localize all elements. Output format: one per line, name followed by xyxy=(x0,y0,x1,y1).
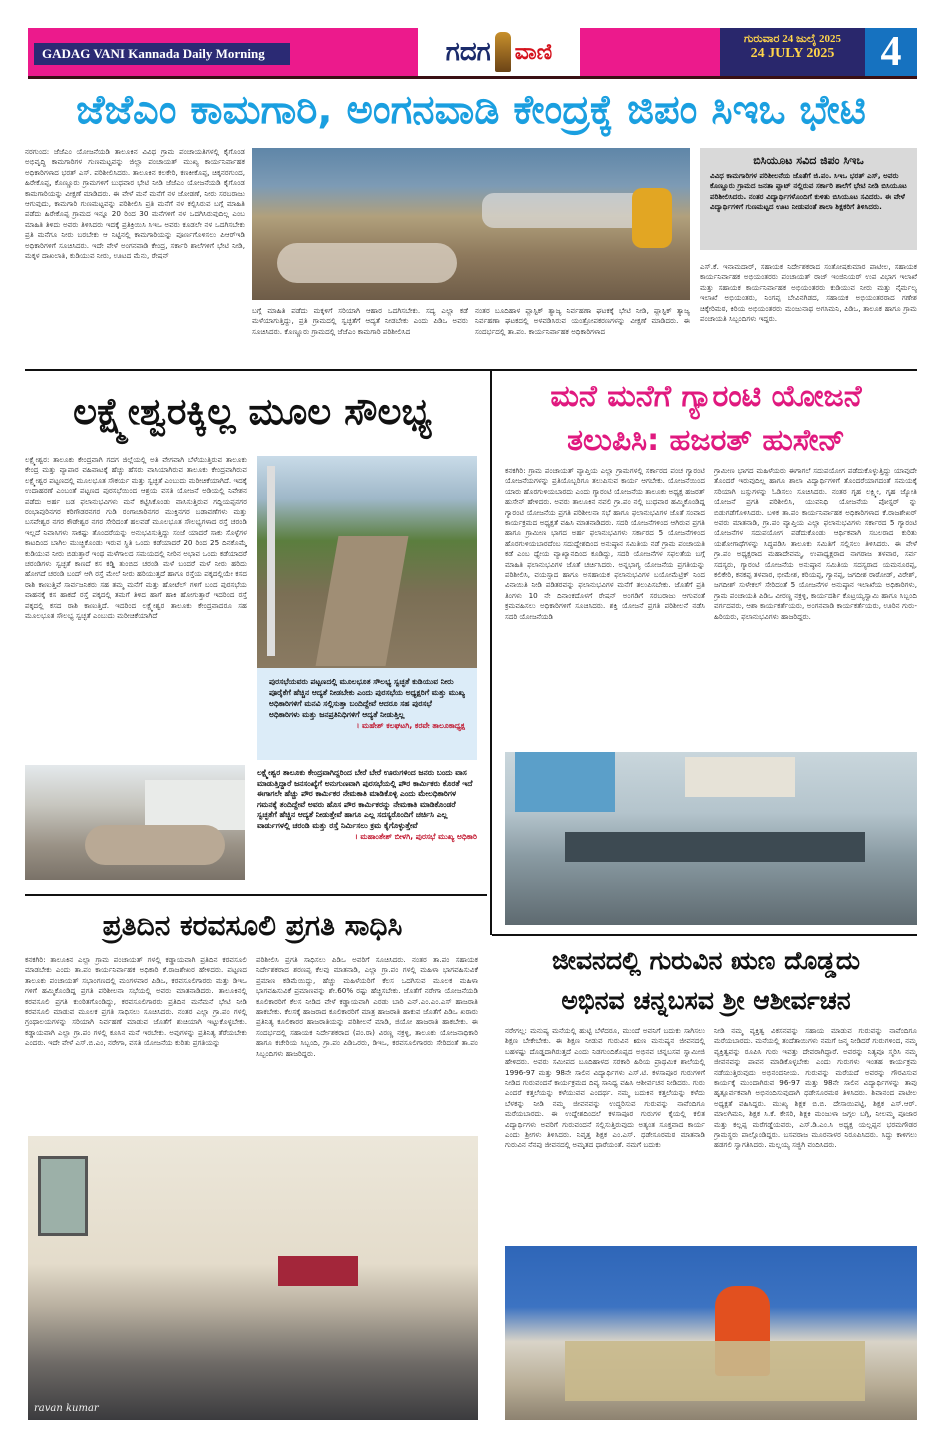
article4-column1: ಕನಕಗಿರಿ: ತಾಲೂಕಿನ ಎಲ್ಲಾ ಗ್ರಾಮ ಪಂಚಾಯತ್ ಗಳಲ್ಲಿ ಕಡ್ಡಾಯವಾಗಿ ಪ್ರತಿದಿನ ಕರವಸೂಲಿ ಮಾಡಬೇಕು ಎಂದು ತಾ.ಪಂ ಕಾರ್ಯನಿರ್ವಾಹಕ ಅಧಿಕಾರಿ ಕೆ.ರಾಜಶೇಖರ ಹೇಳಿದರು. ಪಟ್ಟಣದ ತಾಲೂಕು ಪಂಚಾಯತ್ ಸಭಾಂಗಣದಲ್ಲಿ ಮಂಗಳವಾರ ಪಿಡಿಒ, ಕರವಸೂಲಿಗಾರರು ಮತ್ತು ಡಿಇಒ ಗಳಿಗೆ ಹಮ್ಮಿಕೊಂಡಿದ್ದ ಪ್ರಗತಿ ಪರಿಶೀಲನಾ ಸಭೆಯಲ್ಲಿ ಅವರು ಮಾತನಾಡಿದರು. ತಾಲೂಕಿನಲ್ಲಿ ಕರವಸೂಲಿ ಪ್ರಗತಿ ಕುಂಠಿತಗೊಂಡಿದ್ದು, ಕರವಸೂಲಿಗಾರರು ಪ್ರತಿದಿನ ಮನೆಮನೆ ಭೇಟಿ ನೀಡಿ ಕರವಸೂಲಿ ಮಾಡುವ ಮೂಲಕ ಪ್ರಗತಿ ಸಾಧಿಸಲು ಸೂಚಿಸಿದರು. ನಂತರ ಎಲ್ಲಾ ಗ್ರಾ.ಪಂ ಗಳಲ್ಲಿ ಗ್ರಂಥಾಲಯಗಳನ್ನು ಸರಿಯಾಗಿ ನಿರ್ವಹಣೆ ಮಾಡುವ ಜೊತೆಗೆ ಶುಚಿಯಾಗಿ ಇಟ್ಟುಕೊಳ್ಳಬೇಕು. ಕಡ್ಡಾಯವಾಗಿ ಎಲ್ಲಾ ಗ್ರಾ.ಪಂ ಗಳಲ್ಲಿ ಕೂಸಿನ ಮನೆ ಇರಬೇಕು. ಅವುಗಳನ್ನು ಪ್ರತಿನಿತ್ಯ ತೆರೆಯಬೇಕು ಎಂದರು. ಇದೇ ವೇಳೆ ಎಸ್.ಬಿ.ಎಂ, ನರೇಗಾ, ವಸತಿ ಯೋಜನೆಯ ಕುರಿತು ಪ್ರಗತಿಯನ್ನು xyxy=(25,955,247,1048)
newspaper-logo xyxy=(418,28,580,76)
article1-column2: ಬಗ್ಗೆ ಮಾಹಿತಿ ಪಡೆದು ಮಕ್ಕಳಿಗೆ ಸರಿಯಾಗಿ ಆಹಾರ ಒದಗಿಸಬೇಕು. ಸದ್ಯ ಎಲ್ಲಾ ಕಡೆ ಮಳೆಯಾಗುತ್ತಿದ್ದು, ಪ್ರತಿ ಗ್ರಾಮದಲ್ಲಿ ಸ್ವಚ್ಛತೆಗೆ ಆದ್ಯತೆ ನೀಡಬೇಕು ಎಂದು ಪಿಡಿಒ ಅವರು ಸೂಚಿಸಿದರು. ಕೊಣ್ಣೂರು ಗ್ರಾಮದಲ್ಲಿ ಜೆಜೆಎಂ ಕಾಮಗಾರಿ ಪರಿಶೀಲಿಸಿದ xyxy=(252,306,468,336)
article4-photo-review-meeting xyxy=(28,1136,478,1420)
article3-photo-meeting xyxy=(505,752,917,925)
sidebar-box-text: ವಿವಿಧ ಕಾಮಗಾರಿಗಳ ಪರಿಶೀಲನೆಯ ಜೊತೆಗೆ ಜಿ.ಪಂ. ಸಿಇಒ ಭರತ್ ಎಸ್, ಅವರು ಕೊಣ್ಣೂರು ಗ್ರಾಮದ ಜನತಾ ಪ್ಲಾಟ್ ನಲ್ಲಿರುವ ಸರ್ಕಾರಿ ಶಾಲೆಗೆ ಭೇಟಿ ನೀಡಿ ಬಿಸಿಯೂಟ ಪರಿಶೀಲಿಸಿದರು. ನಂತರ ವಿದ್ಯಾರ್ಥಿಗಳೊಂದಿಗೆ ಕುಳಿತು ಬಿಸಿಯೂಟ ಸವಿದರು. ಈ ವೇಳೆ ವಿದ್ಯಾರ್ಥಿಗಳಿಗೆ ಗುಣಮಟ್ಟದ ಊಟ ನೀಡುವಂತೆ ಶಾಲಾ ಶಿಕ್ಷಕರಿಗೆ ತಿಳಿಸಿದರು. xyxy=(710,171,907,212)
article1-column1: ನರಗುಂದ: ಜೆಜೆಎಂ ಯೋಜನೆಯಡಿ ತಾಲೂಕಿನ ವಿವಿಧ ಗ್ರಾಮ ಪಂಚಾಯತಿಗಳಲ್ಲಿ ಕೈಗೊಂಡ ಅಭಿವೃದ್ಧಿ ಕಾಮಗಾರಿಗಳ ಗುಣಮಟ್ಟವನ್ನು ಜಿಲ್ಲಾ ಪಂಚಾಯತ್ ಮುಖ್ಯ ಕಾರ್ಯನಿರ್ವಾಹಕ ಅಧಿಕಾರಿಗಳಾದ ಭರತ್ ಎಸ್. ಪರಿಶೀಲಿಸಿದರು. ತಾಲೂಕಿನ ಕಲಕೇರಿ, ಕಣಕೀಕೊಪ್ಪ, ಚಿಕ್ಕನರಗುಂದ, ಹಿರೇಕೊಪ್ಪ, ಕೊಣ್ಣೂರು ಗ್ರಾಮಗಳಿಗೆ ಬುಧವಾರ ಭೇಟಿ ನೀಡಿ ಜೆಜೆಎಂ ಯೋಜನೆಯಡಿ ಕೈಗೊಂಡ ಕಾಮಗಾರಿಯನ್ನು ವೀಕ್ಷಣೆ ಮಾಡಿದರು. ಈ ವೇಳೆ ಮನೆ ಮನೆಗೆ ನಳ ಜೋಡಣೆ, ನೀರು ಸರಬರಾಜು ಆಗುವುದು, ಕಾಮಗಾರಿ ಗುಣಮಟ್ಟವನ್ನು ಪರಿಶೀಲಿಸಿ ಪ್ರತಿ ಮನೆಗೆ ನಳ ಕಲ್ಪಿಸಿರುವ ಬಗ್ಗೆ ಮಾಹಿತಿ ಪಡೆದು ಹಿರೇಕೊಪ್ಪ ಗ್ರಾಮದ ಇನ್ನೂ 20 ರಿಂದ 30 ಮನೆಗಳಿಗೆ ನಳ ಒದಗಿಸಿರುವುದಿಲ್ಲ ಎಂಬ ಮಾಹಿತಿ ತಿಳಿದು ಅವರು ತಿಳಿಸಿದರು ಇದಕ್ಕೆ ಪ್ರತಿಕ್ರಿಯಿಸಿ ಸಿಇಒ ಅವರು ಕೂಡಲೇ ನಳ ಒದಗಿಸಬೇಕು ಪ್ರತಿ ಮನೆಗೂ ನೀರು ಬರಬೇಕು ಆ ನಿಟ್ಟಿನಲ್ಲಿ ಕಾಮಗಾರಿಯನ್ನು ಪೂರ್ಣಗೊಳಿಸಲು ಪಿಆರ್‌ಇಡಿ ಅಧಿಕಾರಿಗಳಿಗೆ ಸೂಚಿಸಿದರು. ಇದೇ ವೇಳೆ ಅಂಗನವಾಡಿ ಕೇಂದ್ರ, ಸರ್ಕಾರಿ ಶಾಲೆಗಳಿಗೆ ಭೇಟಿ ನೀಡಿ, ಮಕ್ಕಳ ದಾಖಲಾತಿ, ಕುಡಿಯುವ ನೀರು, ಊಟದ ಮೆನು, ರೇಷನ್ xyxy=(25,147,245,261)
date-kannada: ಗುರುವಾರ 24 ಜುಲೈ 2025 xyxy=(743,33,842,45)
article2-quote2 xyxy=(257,768,477,880)
article1-headline: ಜೆಜೆಎಂ ಕಾಮಗಾರಿ, ಅಂಗನವಾಡಿ ಕೇಂದ್ರಕ್ಕೆ ಜಿಪಂ ಸಿಇಒ ಭೇಟಿ xyxy=(76,87,866,133)
section-divider-right xyxy=(492,934,917,936)
article1-column3: ನಂತರ ಬೂದಿಹಾಳ ಪ್ಲಾಸ್ಟಿಕ್ ತ್ಯಾಜ್ಯ ನಿರ್ವಹಣಾ ಘಟಕಕ್ಕೆ ಭೇಟಿ ನೀಡಿ, ಪ್ಲಾಸ್ಟಿಕ್ ತ್ಯಾಜ್ಯ ನಿರ್ವಹಣಾ ಘಟಕದಲ್ಲಿ ಅಳವಡಿಸಿರುವ ಯಂತ್ರೋಪಕರಣಗಳನ್ನು ವೀಕ್ಷಣೆ ಮಾಡಿದರು. ಈ ಸಂದರ್ಭದಲ್ಲಿ ತಾ.ಪಂ. ಕಾರ್ಯನಿರ್ವಾಹಕ ಅಧಿಕಾರಿಗಳಾದ xyxy=(475,306,690,336)
article3-headline-line2: ತಲುಪಿಸಿ: ಹಜರತ್ ಹುಸೇನ್ xyxy=(567,423,845,458)
article3-headline-line1: ಮನೆ ಮನೆಗೆ ಗ್ಯಾರಂಟಿ ಯೋಜನೆ xyxy=(550,379,862,414)
article2-photo-muddy-road xyxy=(257,456,477,668)
masthead-divider xyxy=(28,76,917,79)
quote2-text: ಲಕ್ಷ್ಮೇಶ್ವರ ತಾಲೂಕು ಕೇಂದ್ರವಾಗಿದ್ದರಿಂದ ಬೇರೆ ಬೇರೆ ಊರುಗಳಿಂದ ಜನರು ಬಂದು ವಾಸ ಮಾಡುತ್ತಿದ್ದಾರೆ ಜನಸಂಖ್ಯೆಗೆ ಅನುಗುಣವಾಗಿ ಪುರಸಭೆಯಲ್ಲಿ ಪೌರ ಕಾರ್ಮಿಕರು ಕೊರತೆ ಇದೆ ಈಗಾಗಲೇ ಹೆಚ್ಚು ಪೌರ ಕಾರ್ಮಿಕರ ನೇಮಕಾತಿ ಮಾಡಿಕೊಳ್ಳಿ ಎಂದು ಮೇಲಧಿಕಾರಿಗಳ ಗಮನಕ್ಕೆ ತಂದಿದ್ದೇವೆ ಅವರು ಹೊಸ ಪೌರ ಕಾರ್ಮಿಕರನ್ನು ನೇಮಕಾತಿ ಮಾಡಿಕೊಂಡರೆ ಸ್ವಚ್ಛತೆಗೆ ಹೆಚ್ಚಿನ ಆದ್ಯತೆ ನೀಡುತ್ತೇವೆ ಹಾಗೂ ಎಲ್ಲ ಸದಸ್ಯರೊಂದಿಗೆ ಚರ್ಚಿಸಿ ಎಲ್ಲ ವಾರ್ಡುಗಳಲ್ಲಿ ಚರಂಡಿ ಮತ್ತು ರಸ್ತೆ ನಿರ್ಮಿಸಲು ಕ್ರಮ ಕೈಗೊಳ್ಳುತ್ತೇವೆ xyxy=(257,768,473,830)
photo-credit: ravan kumar xyxy=(34,1403,99,1414)
article1-sidebar-box xyxy=(700,148,917,250)
quote1-author: । ಮಹೇಶ್ ಕಲಘಟಗಿ, ಕರವೇ ತಾಲೂಕಾಧ್ಯಕ್ಷ xyxy=(356,721,465,730)
article3-column2: ಗ್ರಾಮೀಣ ಭಾಗದ ಮಹಿಳೆಯರು ಈಗಾಗಲೆ ಸದುಪಯೋಗ ಪಡೆದುಕೊಳ್ಳುತ್ತಿದ್ದು ಯಾವುದೇ ತೊಂದರೆ ಇರುವುದಿಲ್ಲ ಹಾಗೂ ಶಾಲಾ ವಿದ್ಯಾರ್ಥಿಗಳಿಗೆ ತೊಂದರೆಯಾಗದಂತೆ ಸಮಯಕ್ಕೆ ಸರಿಯಾಗಿ ಬಸ್ಸುಗಳನ್ನು ಓಡಿಸಲು ಸೂಚಿಸಿದರು. ನಂತರ ಗೃಹ ಲಕ್ಷ್ಮೀ, ಗೃಹ ಜ್ಯೋತಿ ಯೋಜನೆ ಪ್ರಗತಿ ಪರಿಶೀಲಿಸಿ, ಯುವನಿಧಿ ಯೋಜನೆಯ ಪೋಸ್ಟರ್ ನ್ನು ಬಿಡುಗಡೆಗೊಳಿಸಿದರು. ಬಳಿಕ ತಾ.ಪಂ ಕಾರ್ಯನಿರ್ವಾಹಕ ಅಧಿಕಾರಿಗಳಾದ ಕೆ.ರಾಜಶೇಖರ್ ಅವರು ಮಾತನಾಡಿ, ಗ್ರಾ.ಪಂ ವ್ಯಾಪ್ತಿಯ ಎಲ್ಲಾ ಫಲಾನುಭವಿಗಳು ಸರ್ಕಾರದ 5 ಗ್ಯಾರಂಟಿ ಯೋಜನೆಗಳ ಸದುಪಯೋಗ ಪಡೆದುಕೊಂಡು ಆರ್ಥಿಕವಾಗಿ ಸಬಲರಾದ ಕುರಿತು ಯಶೋಗಾಥೆಗಳನ್ನು ಸಿದ್ಧಪಡಿಸಿ ತಾಲೂಕು ಸಮಿತಿಗೆ ಸಲ್ಲಿಸಲು ತಿಳಿಸಿದರು. ಈ ವೇಳೆ ಗ್ರಾ.ಪಂ ಅಧ್ಯಕ್ಷರಾದ ಮಹಾದೇವಮ್ಮ, ಉಪಾಧ್ಯಕ್ಷರಾದ ನಾಗರಾಜ ತಳವಾರ, ಸರ್ವ ಸದಸ್ಯರು, ಗ್ಯಾರಂಟಿ ಯೋಜನೆಯ ಅನುಷ್ಠಾನ ಸಮಿತಿಯ ಸದಸ್ಯರಾದ ಯಮನೂರಪ್ಪ, ಕಲಿಕೇರಿ, ಕನಕಪ್ಪ ತಳವಾರ, ಭೀಮೇಶ, ಕರಿಯಪ್ಪ, ಗ್ಯಾನಪ್ಪ, ಜಗದೀಶ ರಾಠೋಡ್, ವಿರೇಶ್, ಜಗದೀಶ್ ಸುಳೇಕಲ್ ಸೇರಿದಂತೆ 5 ಯೋಜನೆಗಳ ಅನುಷ್ಠಾನ ಇಲಾಖೆಯ ಅಧಿಕಾರಿಗಳು, ಗ್ರಾಮ ಪಂಚಾಯತಿ ಪಿಡಿಒ ವೀರಣ್ಣ ನಕ್ರಳ್ಳಿ, ಕಾರ್ಯದರ್ಶಿ ಕೊಟ್ರಯ್ಯಸ್ವಾಮಿ ಹಾಗೂ ಸಿಬ್ಬಂದಿ ವರ್ಗದವರು, ಆಶಾ ಕಾರ್ಯಕರ್ತೆಯರು, ಅಂಗನವಾಡಿ ಕಾರ್ಯಕರ್ತೆಯರು, ಊರಿನ ಗುರು-ಹಿರಿಯರು, ಫಲಾನುಭವಿಗಳು ಹಾಜರಿದ್ದರು. xyxy=(714,466,917,621)
column-divider xyxy=(490,370,492,935)
logo-figure-icon xyxy=(495,32,511,72)
article5-headline-line1: ಜೀವನದಲ್ಲಿ ಗುರುವಿನ ಋಣ ದೊಡ್ಡದು xyxy=(551,946,861,975)
section-divider-left xyxy=(25,894,487,896)
masthead-tagline: GADAG VANI Kannada Daily Morning xyxy=(34,43,290,65)
article1-column4: ಎಸ್.ಕೆ. ಇನಾಮದಾರ್, ಸಹಾಯಕ ನಿರ್ದೇಶಕರಾದ ಸಂತೋಷಕುಮಾರ ಪಾಟೀಲ, ಸಹಾಯಕ ಕಾರ್ಯನಿರ್ವಾಹಕ ಅಭಿಯಂತರರು ಪಂಚಾಯತ್ ರಾಜ್ ಇಂಜಿನಿಯರ್ ಉಪ ವಿಭಾಗ ಇಲಾಖೆ ಮತ್ತು ಸಹಾಯಕ ಕಾರ್ಯನಿರ್ವಾಹಕ ಅಭಿಯಂತರರು ಕುಡಿಯುವ ನೀರು ಮತ್ತು ನೈರ್ಮಲ್ಯ ಇಲಾಖೆ ಅಭಿಯಂತರು, ನಿಂಗಪ್ಪ ಬೇವಿನಗಿಡದ, ಸಹಾಯಕ ಅಭಿಯಂತರರಾದ ಗಣೇಶ ಚಿಕ್ಕೇರಿಮಠ, ಕಿರಿಯ ಅಭಿಯಂತರರು ಮಂಜುನಾಥ ಅಗಸಿಮನಿ, ಪಿಡಿಒ, ತಾಲೂಕ ಹಾಗೂ ಗ್ರಾಮ ಪಂಚಾಯತಿ ಸಿಬ್ಬಂದಿಗಳು ಇದ್ದರು. xyxy=(700,262,917,324)
article5-column2: ನೀಡಿ ನಮ್ಮ ವ್ಯಕ್ತಿತ್ವ ವಿಕಸನವನ್ನು ಸಹಾಯ ಮಾಡುವ ಗುರುವನ್ನು ನಾವೆಂದಿಗೂ ಮರೆಯಬಾರದು. ಮನೆಯಲ್ಲಿ ತಂದೆತಾಯಿಗಳು ನಮಗೆ ಜನ್ಮ ನೀಡಿದರೆ ಗುರುಗಳಿಂದ, ನಮ್ಮ ವ್ಯಕ್ತಿತ್ವವನ್ನು ರೂಪಿಸಿ ಗುರು ಇವತ್ತು ದೇವರಾಗಿದ್ದಾರೆ. ಅವರನ್ನು ನಿತ್ಯವೂ ಸ್ಮರಿಸಿ ನಮ್ಮ ಜೀವನವನ್ನು ಪಾವನ ಮಾಡಿಕೊಳ್ಳಬೇಕು ಎಂದು ಗುರುಗಳು ಇಂತಹ ಕಾರ್ಯಕ್ರಮ ನಡೆಯುತ್ತಿರುವುದು ಅಭಿನಂದನೀಯ. ಗುರುವನ್ನು ಮರೆಯದೆ ಅವರನ್ನು ಗೌರವಿಸುವ ಕಾರ್ಯಕ್ಕೆ ಮುಂದಾಗಿರುವ 96-97 ಮತ್ತು 98ನೇ ಸಾಲಿನ ವಿದ್ಯಾರ್ಥಿಗಳನ್ನು ತಾವು ಹೃತ್ಪೂರ್ವಕವಾಗಿ ಅಭಿನಂದಿಸುವುದಾಗಿ ಧಡೇಸೂರಮಠ ತಿಳಿಸಿದರು. ಶಿವಾನಂದ ಪಾಟೀಲ ಅಧ್ಯಕ್ಷತೆ ವಹಿಸಿದ್ದರು. ಮುಖ್ಯ ಶಿಕ್ಷಕ ಬಿ.ಬಿ. ದೇಸಾಯಿಪಟ್ಟಿ, ಶಿಕ್ಷಕ ಎಸ್.ಆರ್. ಮಾಲಗಿಮನಿ, ಶಿಕ್ಷಕ ಸಿ.ಕೆ. ಕೇಸರಿ, ಶಿಕ್ಷಕಿ ಮಂಜುಳಾ ಜಗ್ಗಲ ಬಗ್ಗಿ, ನೀಲಮ್ಮ ಪೂಜಾರ ಮತ್ತು ಕಲ್ಲಪ್ಪ ಮರೆಗಡ್ಡೆಯವರು, ಎಸ್.ಡಿ.ಎಂ.ಸಿ ಅಧ್ಯಕ್ಷ ಯಲ್ಲಪ್ಪನ ಭರಮಗೌಡರ ಗ್ರಾಮಸ್ಥರು ಪಾಲ್ಗೊಂಡಿದ್ದರು. ಬಸವರಾಜ ಮೂರನಾಳರ ನಿರೂಪಿಸಿದರು. ಸಿದ್ದು ಕಾಳಿಗಲು ಹಡಗಲಿ ಸ್ವಾಗತಿಸಿದರು. ಮಲ್ಲಯ್ಯ ಸಜ್ಜಿಗಿ ವಂದಿಸಿದರು. xyxy=(714,1026,917,1150)
article2-quote1 xyxy=(257,668,477,760)
page-number: 4 xyxy=(865,28,917,76)
article4-headline: ಪ್ರತಿದಿನ ಕರವಸೂಲಿ ಪ್ರಗತಿ ಸಾಧಿಸಿ xyxy=(102,909,403,942)
article2-body: ಲಕ್ಷ್ಮೇಶ್ವರ: ತಾಲೂಕು ಕೇಂದ್ರವಾಗಿ ಗದಗ ಜಿಲ್ಲೆಯಲ್ಲಿ ಅತಿ ವೇಗವಾಗಿ ಬೆಳೆಯುತ್ತಿರುವ ತಾಲೂಕು ಕೇಂದ್ರ ಮತ್ತು ವ್ಯಾಪಾರ ವಹಿವಾಟಕ್ಕೆ ಹೆಚ್ಚು ಹೆಸರು ವಾಸಿಯಾಗಿರುವ ತಾಲೂಕು ಕೇಂದ್ರವಾಗಿರುವ ಲಕ್ಷ್ಮೇಶ್ವರ ಪಟ್ಟಣದಲ್ಲಿ ಮೂಲಭೂತ ಸೌಕರ್ಯ ಮತ್ತು ಸ್ವಚ್ಛತೆ ಎಂಬುದು ಮರೀಚಿಕೆಯಾಗಿದೆ. ಇದಕ್ಕೆ ಉದಾಹರಣೆ ಎಂಬಂತೆ ಪಟ್ಟಣದ ಪುರಸಭೆಯಿಂದ ಆಶ್ರಯ ವಸತಿ ಯೋಜನೆ ಅಡಿಯಲ್ಲಿ ನಿವೇಶನ ಪಡೆದು ಅರ್ಹ ಬಡ ಫಲಾನುಭವಿಗಳು ಮನೆ ಕಟ್ಟಿಸಿಕೊಂಡು ವಾಸಿಸುತ್ತಿರುವ ಗದ್ದಿಯಪ್ಪನಗರ ರಂಭಾಪುರಿನಗರ ಕರಿಗೌಡರನಗರ ಗುಡಿ ರಂಗಾಚಾರಿನಗರ ಮುಕ್ತಿನಗರ ಬಡಾವಣೆಗಳು ಮತ್ತು ಬಸವೇಶ್ವರ ನಗರ ಕೌಡೇಶ್ವರ ನಗರ ಸೇರಿದಂತೆ ಹಲವಡೆ ಮೂಲಭೂತ ಸೌಲಭ್ಯಗಳಾದ ರಸ್ತೆ ಚರಂಡಿ ಇಲ್ಲದೆ ನಿವಾಸಿಗಳು ಸಾಕಷ್ಟು ತೊಂದರೆಯನ್ನು ಅನುಭವಿಸುತ್ತಿದ್ದು ಸಂಜೆ ಯಾದರೆ ಸಾಕು ಸೊಳ್ಳೆಗಳ ಕಾಟದಿಂದ ಬಾಗಿಲ ಮುಚ್ಚಿಕೊಂಡು ಇರುವ ಸ್ಥಿತಿ ಒಂದು ಕಡೆಯಾದರೆ 20 ರಿಂದ 25 ದಿನಕೊಮ್ಮೆ ಕುಡಿಯುವ ನೀರು ಬಿಡುತ್ತಾರೆ ಇಂಥ ಮಳೆಗಾಲದ ಸಮಯದಲ್ಲಿ ನೀರಿನ ಅಭಾವ ಒಂದು ಕಡೆಯಾದರೆ ಚರಂಡಿಗಳು ಸ್ವಚ್ಛತೆ ಕಾಣದೆ ಕಸ ಕಡ್ಡಿ ತುಂಬಿದ ಚರಂಡಿ ಮಳೆ ಬಂದರೆ ಮಳೆ ನೀರು ಹರಿದು ಹೋಗದೆ ಚರಂಡಿ ಬಂದ್ ಆಗಿ ರಸ್ತೆ ಮೇಲೆ ನೀರು ಹರಿಯುತ್ತದೆ ಹಾಗೂ ರಸ್ತೆಯ ಪಕ್ಕದಲ್ಲಿಯೇ ಕಸದ ರಾಶಿ ಕಾಣುತ್ತಿವೆ ಸಾರ್ವಜನಿಕರು ಸಹ ತಮ್ಮ ಮನೆಗೆ ಮತ್ತು ಹೋಟೆಲ್ ಗಳಿಗೆ ಬಂದ ಪುರಸಭೆಯ ವಾಹನಕ್ಕೆ ಕಸ ಹಾಕದೆ ರಸ್ತೆ ಪಕ್ಕದಲ್ಲಿ ತಮಗೆ ತಿಳಿದ ಹಾಗೆ ಹಾಕಿ ಹೋಗುತ್ತಾರೆ ಇದರಿಂದ ರಸ್ತೆ ಪಕ್ಕದಲ್ಲಿ ಕಸದ ರಾಶಿ ಕಾಣುತ್ತಿದೆ. ಇದರಿಂದ ಲಕ್ಷ್ಮೇಶ್ವರ ತಾಲೂಕು ಕೇಂದ್ರವಾದರೂ ಸಹ ಮೂಲಭೂತ ಸೌಲಭ್ಯ ಸ್ವಚ್ಛತೆ ಎಂಬುದು ಮರೀಚಿಕೆಯಾಗಿದೆ xyxy=(25,455,247,621)
quote1-text: ಪುರಸಭೆಯವರು ಪಟ್ಟಣದಲ್ಲಿ ಮೂಲಭೂತ ಸೌಲಭ್ಯ ಸ್ವಚ್ಛತೆ ಕುಡಿಯುವ ನೀರು ಪೂರೈಕೆಗೆ ಹೆಚ್ಚಿನ ಆದ್ಯತೆ ನೀಡಬೇಕು ಎಂದು ಪುರಸಭೆಯ ಅಧ್ಯಕ್ಷರಿಗೆ ಮತ್ತು ಮುಖ್ಯ ಅಧಿಕಾರಿಗಳಿಗೆ ಮನವಿ ಸಲ್ಲಿಸುತ್ತಾ ಬಂದಿದ್ದೇವೆ ಆದರೂ ಸಹ ಪುರಸಭೆ ಅಧಿಕಾರಿಗಳು ಮತ್ತು ಜನಪ್ರತಿನಿಧಿಗಳಿಗೆ ಆದ್ಯತೆ ನೀಡುತ್ತಿಲ್ಲ xyxy=(269,677,465,719)
sidebar-box-title: ಬಿಸಿಯೂಟ ಸವಿದ ಜಿಪಂ ಸಿಇಒ xyxy=(753,154,864,167)
article1-photo-children-eating xyxy=(252,148,690,300)
logo-text-2: ವಾಣಿ xyxy=(514,39,553,65)
article4-column2: ಪರಿಶೀಲಿಸಿ ಪ್ರಗತಿ ಸಾಧಿಸಲು ಪಿಡಿಒ ಅವರಿಗೆ ಸೂಚಿಸಿದರು. ನಂತರ ತಾ.ಪಂ ಸಹಾಯಕ ನಿರ್ದೇಶಕರಾದ ಶರಣಪ್ಪ ಕೆಲವು ಮಾತನಾಡಿ, ಎಲ್ಲಾ ಗ್ರಾ.ಪಂ ಗಳಲ್ಲಿ ಮಹಿಳಾ ಭಾಗವಹಿಸುವಿಕೆ ಪ್ರಮಾಣ ಕಡಿಮೆಯಿದ್ದು, ಹೆಚ್ಚು ಮಹಿಳೆಯರಿಗೆ ಕೆಲಸ ಒದಗಿಸುವ ಮೂಲಕ ಮಹಿಳಾ ಭಾಗವಹಿಸುವಿಕೆ ಪ್ರಮಾಣವನ್ನು ಶೇ.60% ರಷ್ಟು ಹೆಚ್ಚಿಸಬೇಕು. ಜೊತೆಗೆ ನರೇಗಾ ಯೋಜನೆಯಡಿ ಕೂಲಿಕಾರರಿಗೆ ಕೆಲಸ ನೀಡಿದ ವೇಳೆ ಕಡ್ಡಾಯವಾಗಿ ಎರಡು ಬಾರಿ ಎನ್.ಎಂ.ಎಂ.ಎಸ್ ಹಾಜರಾತಿ ಹಾಕಬೇಕು. ಕೆಲಸಕ್ಕೆ ಹಾಜರಾದ ಕೂಲಿಕಾರರಿಗೆ ಮಾತ್ರ ಹಾಜರಾತಿ ಹಾಕುವ ಜೊತೆಗೆ ಪಿಡಿಒ ಖರಾರು ಪ್ರತಿನಿತ್ಯ ಕೂಲಿಕಾರರ ಹಾಜರಾತಿಯನ್ನು ಪರಿಶೀಲನೆ ಮಾಡಿ, ಜಿಯೋ ಹಾಜರಾತಿ ಹಾಕಬೇಕು. ಈ ಸಂದರ್ಭದಲ್ಲಿ ಸಹಾಯಕ ನಿರ್ದೇಶಕರಾದ (ಪಂ.ರಾ) ವಿರಣ್ಣ ನಕ್ರಳ್ಳಿ, ತಾಲೂಕು ಯೋಜನಾಧಿಕಾರಿ ಹಾಗೂ ಕಚೇರಿಯ ಸಿಬ್ಬಂದಿ, ಗ್ರಾ.ಪಂ ಪಿಡಿಒರರು, ಡಿಇಒ, ಕರವಸೂಲಿಗಾರರು ಸೇರಿದಂತೆ ತಾ.ಪಂ ಸಿಬ್ಬಂದಿಗಳು ಹಾಜರಿದ್ದರು. xyxy=(256,955,478,1058)
logo-text: ಗದಗ xyxy=(445,36,491,67)
article5-headline-line2: ಅಭಿನವ ಚನ್ನಬಸವ ಶ್ರೀ ಆಶೀರ್ವಚನ xyxy=(561,986,851,1015)
quote2-author: । ಮಹಾಂತೇಶ್ ಬೀಳಗಿ, ಪುರಸಭೆ ಮುಖ್ಯ ಅಧಿಕಾರಿ xyxy=(354,831,477,841)
masthead-date xyxy=(720,28,865,76)
date-english: 24 JULY 2025 xyxy=(750,46,835,61)
article3-column1: ಕನಕಗಿರಿ: ಗ್ರಾಮ ಪಂಚಾಯತ್ ವ್ಯಾಪ್ತಿಯ ಎಲ್ಲಾ ಗ್ರಾಮಗಳಲ್ಲಿ ಸರ್ಕಾರದ ಪಂಚ ಗ್ಯಾರಂಟಿ ಯೋಜನೆಯಗಳನ್ನು ಪ್ರತಿಯೊಬ್ಬರಿಗೂ ತಲುಪಿಸುವ ಕಾರ್ಯ ಆಗಬೇಕು. ಯೋಜನೆಯಿಂದ ಯಾರು ಹೊರಗುಳಿಯಬಾರದು ಎಂದು ಗ್ಯಾರಂಟಿ ಯೋಜನೆಯ ತಾಲೂಕು ಅಧ್ಯಕ್ಷ ಹಜರತ್ ಹುಸೇನ್ ಹೇಳಿದರು. ಅವರು ತಾಲೂಕಿನ ನವಲಿ ಗ್ರಾ.ಪಂ ನಲ್ಲಿ ಬುಧವಾರ ಹಮ್ಮಿಕೊಂಡಿದ್ದ ಗ್ಯಾರಂಟಿ ಯೋಜನೆಯ ಪ್ರಗತಿ ಪರಿಶೀಲನಾ ಸಭೆ ಹಾಗೂ ಫಲಾನುಭವಿಗಳ ಜೊತೆ ಸಂವಾದ ಕಾರ್ಯಕ್ರಮದ ಅಧ್ಯಕ್ಷತೆ ವಹಿಸಿ ಮಾತನಾಡಿದರು. ಸದರಿ ಯೋಜನೆಗಳಿಂದ ಆಗಿರುವ ಪ್ರಗತಿ ಹಾಗೂ ಗ್ರಾಮೀಣ ಭಾಗದ ಅರ್ಹ ಫಲಾನುಭವಿಗಳು ಸರ್ಕಾರದ 5 ಯೋಜನೆಗಳಿಂದ ಹೊರಗುಳಿಯಬಾರದೆಂಬ ಸದುದ್ದೇಶದಿಂದ ಅನುಷ್ಠಾನ ಸಮಿತಿಯ ನಡೆ ಗ್ರಾಮ ಪಂಚಾಯತಿ ಕಡೆ ಎಂಬ ಧ್ಯೇಯ ವ್ಯಾಖ್ಯಾನದಿಂದ ಕೂಡಿದ್ದು, ಸದರಿ ಯೋಜನೆಗಳ ಸಫಲತೆಯ ಬಗ್ಗೆ ಮಾಹಿತಿ ಫಲಾನುಭವಿಗಳ ಜೊತೆ ಚರ್ಚಿಸಿದರು. ಅನ್ನಭಾಗ್ಯ ಯೋಜನೆಯ ಪ್ರಗತಿಯನ್ನು ಪರಿಶೀಲಿಸಿ, ವಯಸ್ಸಾದ ಹಾಗೂ ಅಸಹಾಯಕ ಫಲಾನುಭವಿಗಳ ಬಯೋಮೆಟ್ರಿಕ್ ನಿಂದ ವಿನಾಯಿತಿ ನೀಡಿ ಪಡಿತರವನ್ನು ಫಲಾನುಭವಿಗಳ ಮನೆಗೆ ತಲುಪಿಸಬೇಕು. ಜೊತೆಗೆ ಪ್ರತಿ ತಿಂಗಳು 10 ನೇ ದಿನಾಂಕದೊಳಗೆ ರೇಷನ್ ಅಂಗಡಿಗೆ ಸರಬರಾಜು ಆಗುವಂತೆ ಕ್ರಮವಹಿಸಲು ಅಧಿಕಾರಿಗಳಿಗೆ ಸೂಚಿಸಿದರು. ಶಕ್ತಿ ಯೋಜನೆ ಪ್ರಗತಿ ಪರಿಶೀಲನೆ ನಡೆಸಿ ಸದರಿ ಯೋಜನೆಯಡಿ xyxy=(505,466,705,621)
section-divider xyxy=(25,369,917,371)
article5-photo-guru-vandana xyxy=(505,1246,917,1420)
article2-photo-garbage-roadside xyxy=(25,765,245,880)
article5-column1: ನರೇಗಲ್ಲ: ಮನುಷ್ಯ ಮನೆಯಲ್ಲಿ ಹುಟ್ಟಿ ಬೆಳೆದರೂ, ಮುಂದೆ ಅವನಿಗೆ ಬದುಕು ಸಾಗಿಸಲು ಶಿಕ್ಷಣ ಬೇಕೇಬೇಕು. ಈ ಶಿಕ್ಷಣ ನೀಡುವ ಗುರುವಿನ ಋಣ ಮನುಷ್ಯನ ಜೀವನದಲ್ಲಿ ಬಹಳಷ್ಟು ದೊಡ್ಡದಾಗಿರುತ್ತದೆ ಎಂದು ನಿಡಗುಂದಿಕೊಪ್ಪದ ಅಭಿನವ ಚನ್ನಬಸವ ಸ್ವಾಮೀಜಿ ಹೇಳಿದರು. ಅವರು ಸಮೀಪದ ಬೂದಿಹಾಳದ ಸರಕಾರಿ ಹಿರಿಯ ಪ್ರಾಥಮಿಕ ಶಾಲೆಯಲ್ಲಿ 1996-97 ಮತ್ತು 98ನೇ ಸಾಲಿನ ವಿದ್ಯಾರ್ಥಿಗಳು ಎಸ್.ಟಿ. ಕಳಸಾಪೂರ ಗುರುಗಳಿಗೆ ನೀಡಿದ ಗುರುವಂದನೆ ಕಾರ್ಯಕ್ರಮದ ದಿವ್ಯ ಸಾನಿಧ್ಯ ವಹಿಸಿ ಆಶೀರ್ವಚನ ನೀಡಿದರು. ಗುರು ಎಂದರೆ ಕತ್ತಲೆಯನ್ನು ಕಳೆಯುವವ ಎಂದರ್ಥ. ನಮ್ಮ ಬದುಕಿನ ಕತ್ತಲೆಯನ್ನು ಕಳೆದು ಬೆಳಕನ್ನು ನೀಡಿ ನಮ್ಮ ಜೀವನವನ್ನು ಉದ್ಧರಿಸುವ ಗುರುವನ್ನು ನಾವೆಂದಿಗೂ ಮರೆಯಬಾರದು. ಈ ಉದ್ದೇಶದಿಂದಲೆ ಕಳಸಾಪೂರ ಗುರುಗಳ ಕೈಯಲ್ಲಿ ಕಲಿತ ವಿದ್ಯಾರ್ಥಿಗಳು ಅವರಿಗೆ ಗುರುವಂದನೆ ಸಲ್ಲಿಸುತ್ತಿರುವುದು ಅತ್ಯಂತ ಸೂಕ್ತವಾದ ಕಾರ್ಯ ಎಂದು ಶ್ರೀಗಳು ತಿಳಿಸಿದರು. ನಿವೃತ್ತ ಶಿಕ್ಷಕ ಎಂ.ಎಸ್. ಧಡೇಸೂರಮಠ ಮಾತನಾಡಿ ಗುರುವಿನ ನೆನಪು ಜೀವನದಲ್ಲಿ ಅಮೃತದ ಧಾರೆಯಂತೆ. ನಮಗೆ ಬದುಕು xyxy=(505,1026,705,1150)
article2-headline: ಲಕ್ಷ್ಮೇಶ್ವರಕ್ಕಿಲ್ಲ ಮೂಲ ಸೌಲಭ್ಯ xyxy=(73,390,432,433)
